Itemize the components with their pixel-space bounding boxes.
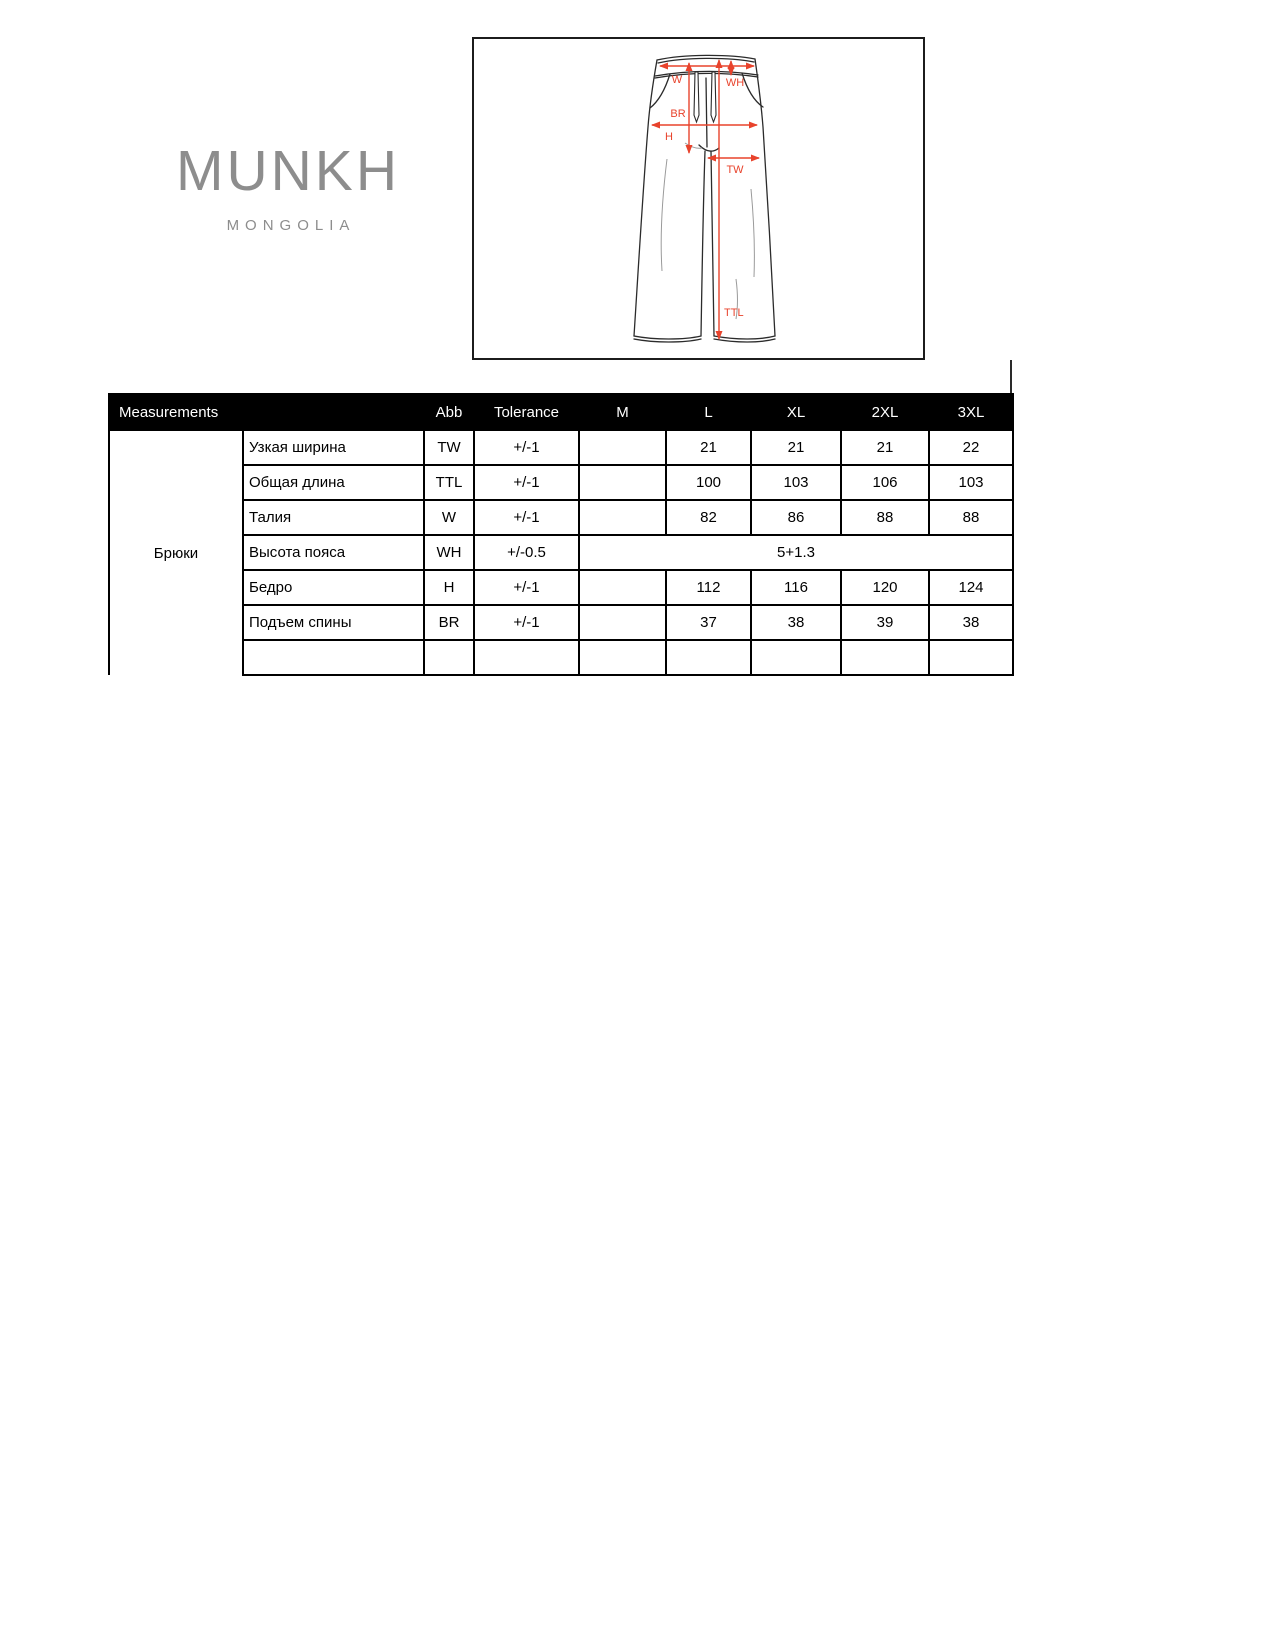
cell-abb: TTL xyxy=(424,465,474,500)
cell-abb: WH xyxy=(424,535,474,570)
cell-size-3xl: 103 xyxy=(929,465,1013,500)
cell-measurement-name: Талия xyxy=(243,500,424,535)
cell-size-3xl: 88 xyxy=(929,500,1013,535)
cell-size-l: 100 xyxy=(666,465,751,500)
table-header-row xyxy=(109,394,1013,430)
size-table xyxy=(108,393,1014,676)
cell-size-l xyxy=(666,640,751,675)
column-header-size-m: M xyxy=(579,394,666,430)
cell-measurement-name: Подъем спины xyxy=(243,605,424,640)
cell-abb: TW xyxy=(424,430,474,465)
cell-tolerance: +/-1 xyxy=(474,465,579,500)
column-header-size-2xl: 2XL xyxy=(841,394,929,430)
cell-abb: BR xyxy=(424,605,474,640)
cell-measurement-name: Высота пояса xyxy=(243,535,424,570)
cell-size-m xyxy=(579,640,666,675)
table-row-h xyxy=(109,570,1013,605)
cell-size-l: 112 xyxy=(666,570,751,605)
pants-sketch xyxy=(474,39,923,358)
table-row-wh xyxy=(109,535,1013,570)
label-wh: WH xyxy=(725,77,745,89)
cell-size-m xyxy=(579,500,666,535)
cell-tolerance: +/-1 xyxy=(474,430,579,465)
cell-tolerance: +/-1 xyxy=(474,570,579,605)
column-header-size-xl: XL xyxy=(751,394,841,430)
column-header-size-l: L xyxy=(666,394,751,430)
cell-size-2xl: 21 xyxy=(841,430,929,465)
cell-size-3xl xyxy=(929,640,1013,675)
cell-abb: W xyxy=(424,500,474,535)
cell-abb: H xyxy=(424,570,474,605)
label-ttl: TTL xyxy=(724,307,744,319)
table-row-ttl xyxy=(109,465,1013,500)
cell-size-m xyxy=(579,430,666,465)
cell-tolerance: +/-1 xyxy=(474,500,579,535)
cell-tolerance xyxy=(474,640,579,675)
column-header-abb: Abb xyxy=(424,394,474,430)
cell-tolerance: +/-1 xyxy=(474,605,579,640)
cell-size-m xyxy=(579,465,666,500)
table-row-w xyxy=(109,500,1013,535)
cell-size-3xl: 124 xyxy=(929,570,1013,605)
label-tw: TW xyxy=(726,164,744,176)
cell-merged-value: 5+1.3 xyxy=(579,535,1013,570)
cell-size-m xyxy=(579,605,666,640)
cell-tolerance: +/-0.5 xyxy=(474,535,579,570)
cell-abb xyxy=(424,640,474,675)
cell-size-xl: 116 xyxy=(751,570,841,605)
cell-size-xl xyxy=(751,640,841,675)
cell-size-xl: 21 xyxy=(751,430,841,465)
label-h: H xyxy=(665,131,673,143)
label-w: W xyxy=(671,74,683,86)
brand-logo: MUNKH xyxy=(176,139,400,203)
cell-size-2xl: 39 xyxy=(841,605,929,640)
vertical-rule xyxy=(1010,360,1012,395)
cell-size-2xl: 88 xyxy=(841,500,929,535)
pants-outline xyxy=(634,55,775,342)
table-row-tw xyxy=(109,430,1013,465)
pants-diagram-box xyxy=(472,37,925,360)
cell-size-2xl: 120 xyxy=(841,570,929,605)
cell-size-xl: 86 xyxy=(751,500,841,535)
cell-measurement-name: Общая длина xyxy=(243,465,424,500)
column-header-measurements: Measurements xyxy=(109,394,424,430)
cell-size-xl: 103 xyxy=(751,465,841,500)
label-br: BR xyxy=(670,108,686,120)
cell-size-2xl: 106 xyxy=(841,465,929,500)
cell-size-l: 21 xyxy=(666,430,751,465)
cell-size-2xl xyxy=(841,640,929,675)
column-header-size-3xl: 3XL xyxy=(929,394,1013,430)
cell-size-m xyxy=(579,570,666,605)
cell-size-l: 82 xyxy=(666,500,751,535)
cell-measurement-name: Узкая ширина xyxy=(243,430,424,465)
cell-size-l: 37 xyxy=(666,605,751,640)
cell-measurement-name xyxy=(243,640,424,675)
cell-measurement-name: Бедро xyxy=(243,570,424,605)
brand-logo-subtitle: MONGOLIA xyxy=(226,216,356,234)
table-row-br xyxy=(109,605,1013,640)
cell-size-3xl: 22 xyxy=(929,430,1013,465)
category-cell: Брюки xyxy=(109,430,243,675)
cell-size-3xl: 38 xyxy=(929,605,1013,640)
table-row-empty xyxy=(109,640,1013,675)
cell-size-xl: 38 xyxy=(751,605,841,640)
brand-logo-block xyxy=(152,140,424,234)
column-header-tolerance: Tolerance xyxy=(474,394,579,430)
measurement-annotations xyxy=(652,60,759,339)
